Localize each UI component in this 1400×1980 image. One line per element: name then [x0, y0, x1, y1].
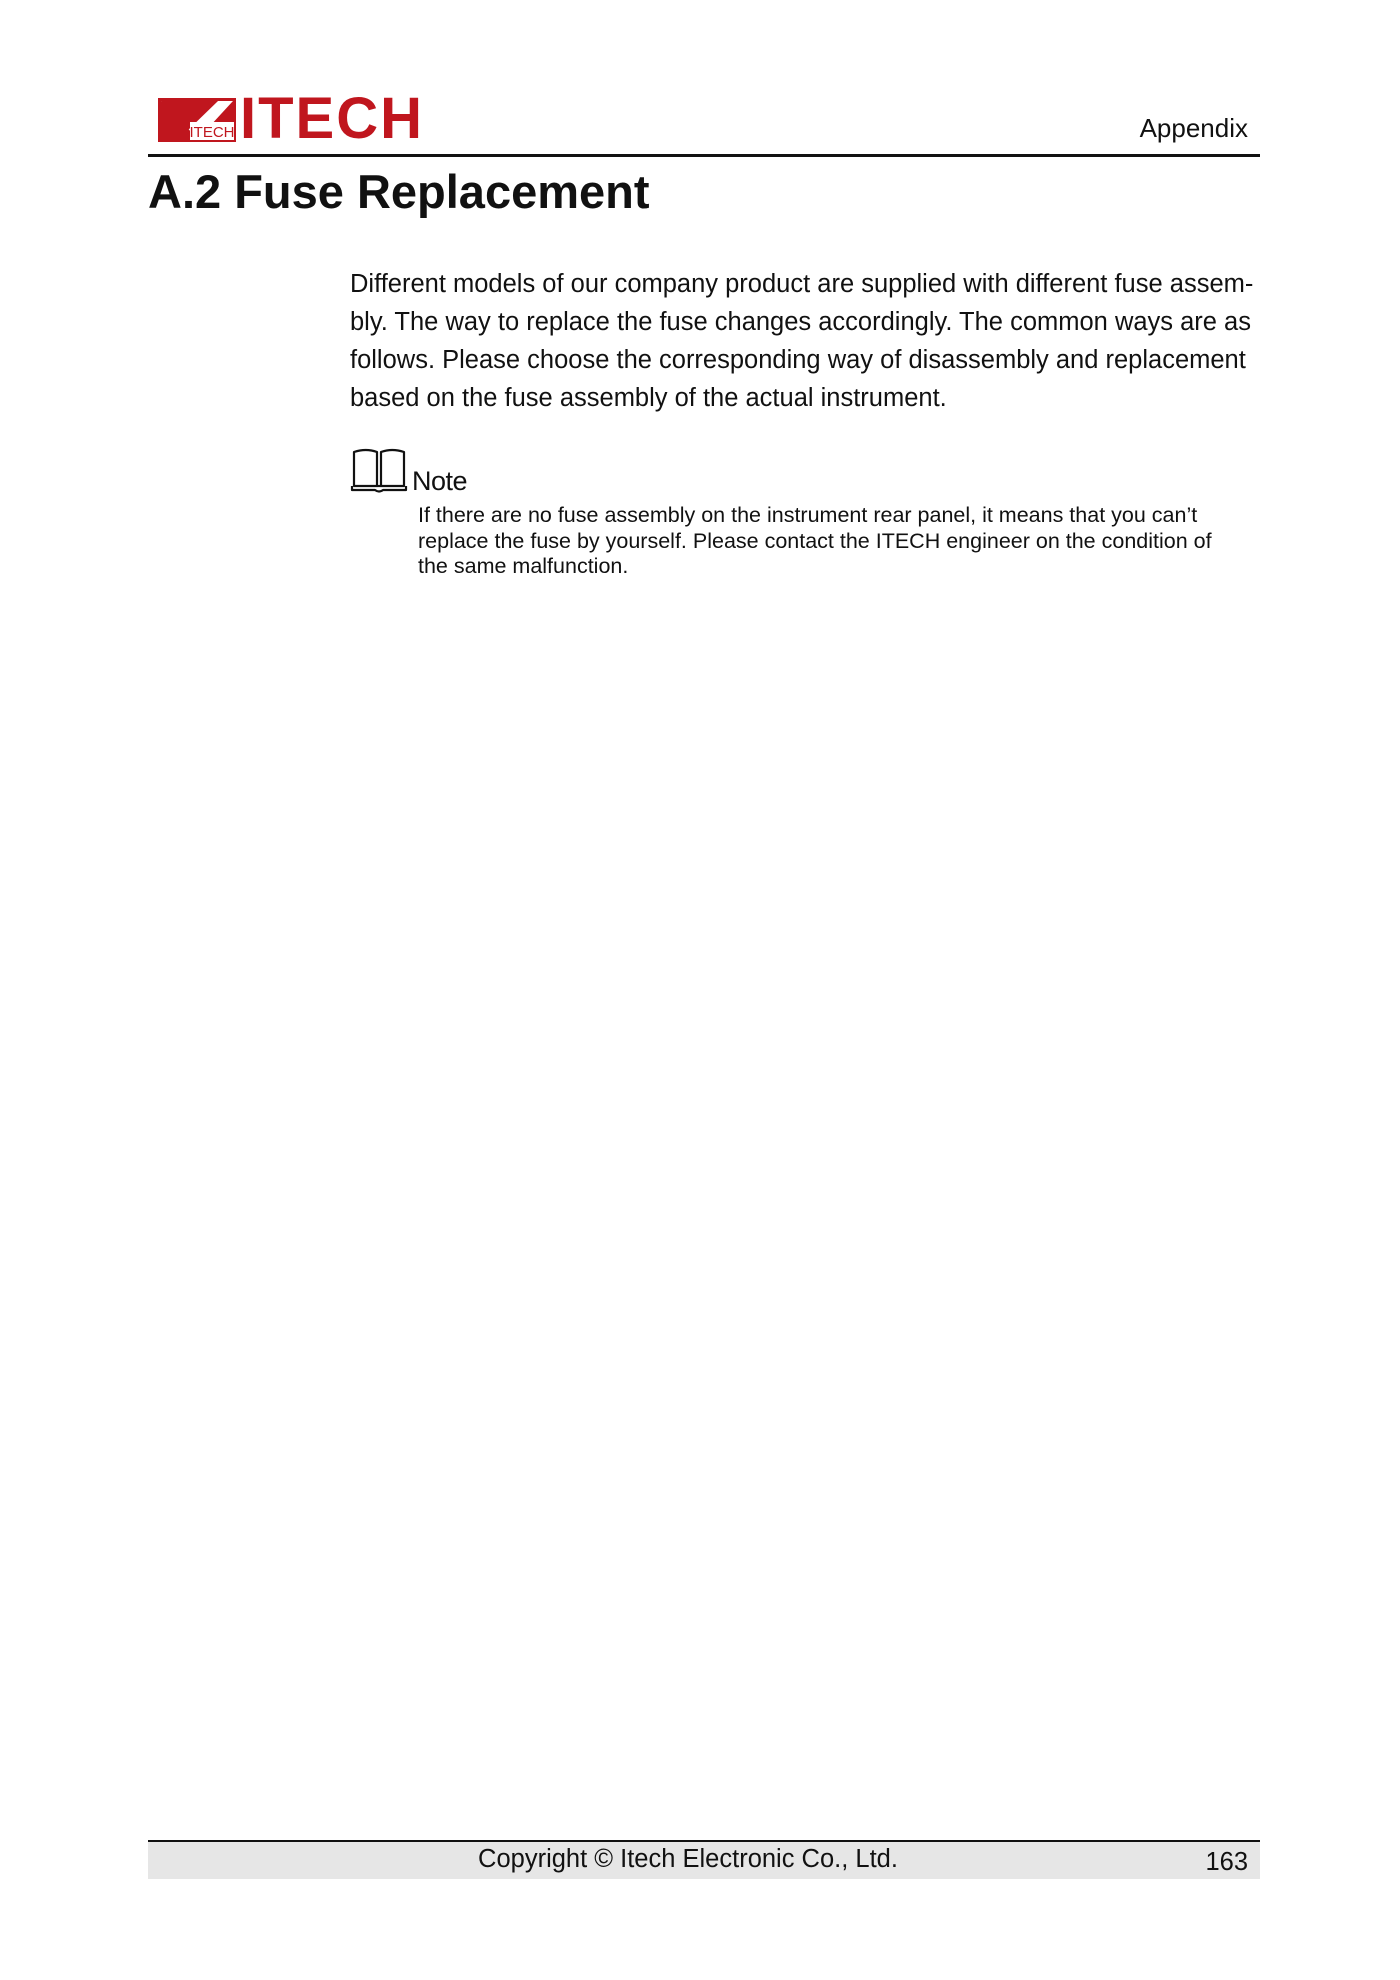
header-divider	[148, 154, 1260, 157]
page-title: A.2 Fuse Replacement	[148, 165, 650, 218]
header-section-label: Appendix	[1139, 113, 1248, 143]
itech-logo-badge	[158, 98, 236, 142]
footer-divider	[148, 1840, 1260, 1842]
note-label: Note	[412, 466, 468, 496]
itech-logo	[158, 86, 430, 151]
footer-copyright: Copyright © Itech Electronic Co., Ltd.	[478, 1845, 898, 1873]
logo-badge-text: ITECH	[189, 124, 235, 141]
logo-wordmark: ITECH	[240, 86, 424, 151]
body-paragraph: Different models of our company product are supplied with different fuse assem-bly. The way to replace the fuse changes accordingly. The common ways are as follows. Please choose the corresponding way of disassembly and replacement based on the fuse assembly of the actual instrument.	[350, 270, 1254, 412]
note-text: If there are no fuse assembly on the instrument rear panel, it means that you can’t replace the fuse by yourself. Please contact the ITECH engineer on the condition of the same malfunction.	[418, 503, 1212, 578]
open-book-icon	[350, 446, 408, 494]
page-number: 163	[1205, 1848, 1248, 1876]
